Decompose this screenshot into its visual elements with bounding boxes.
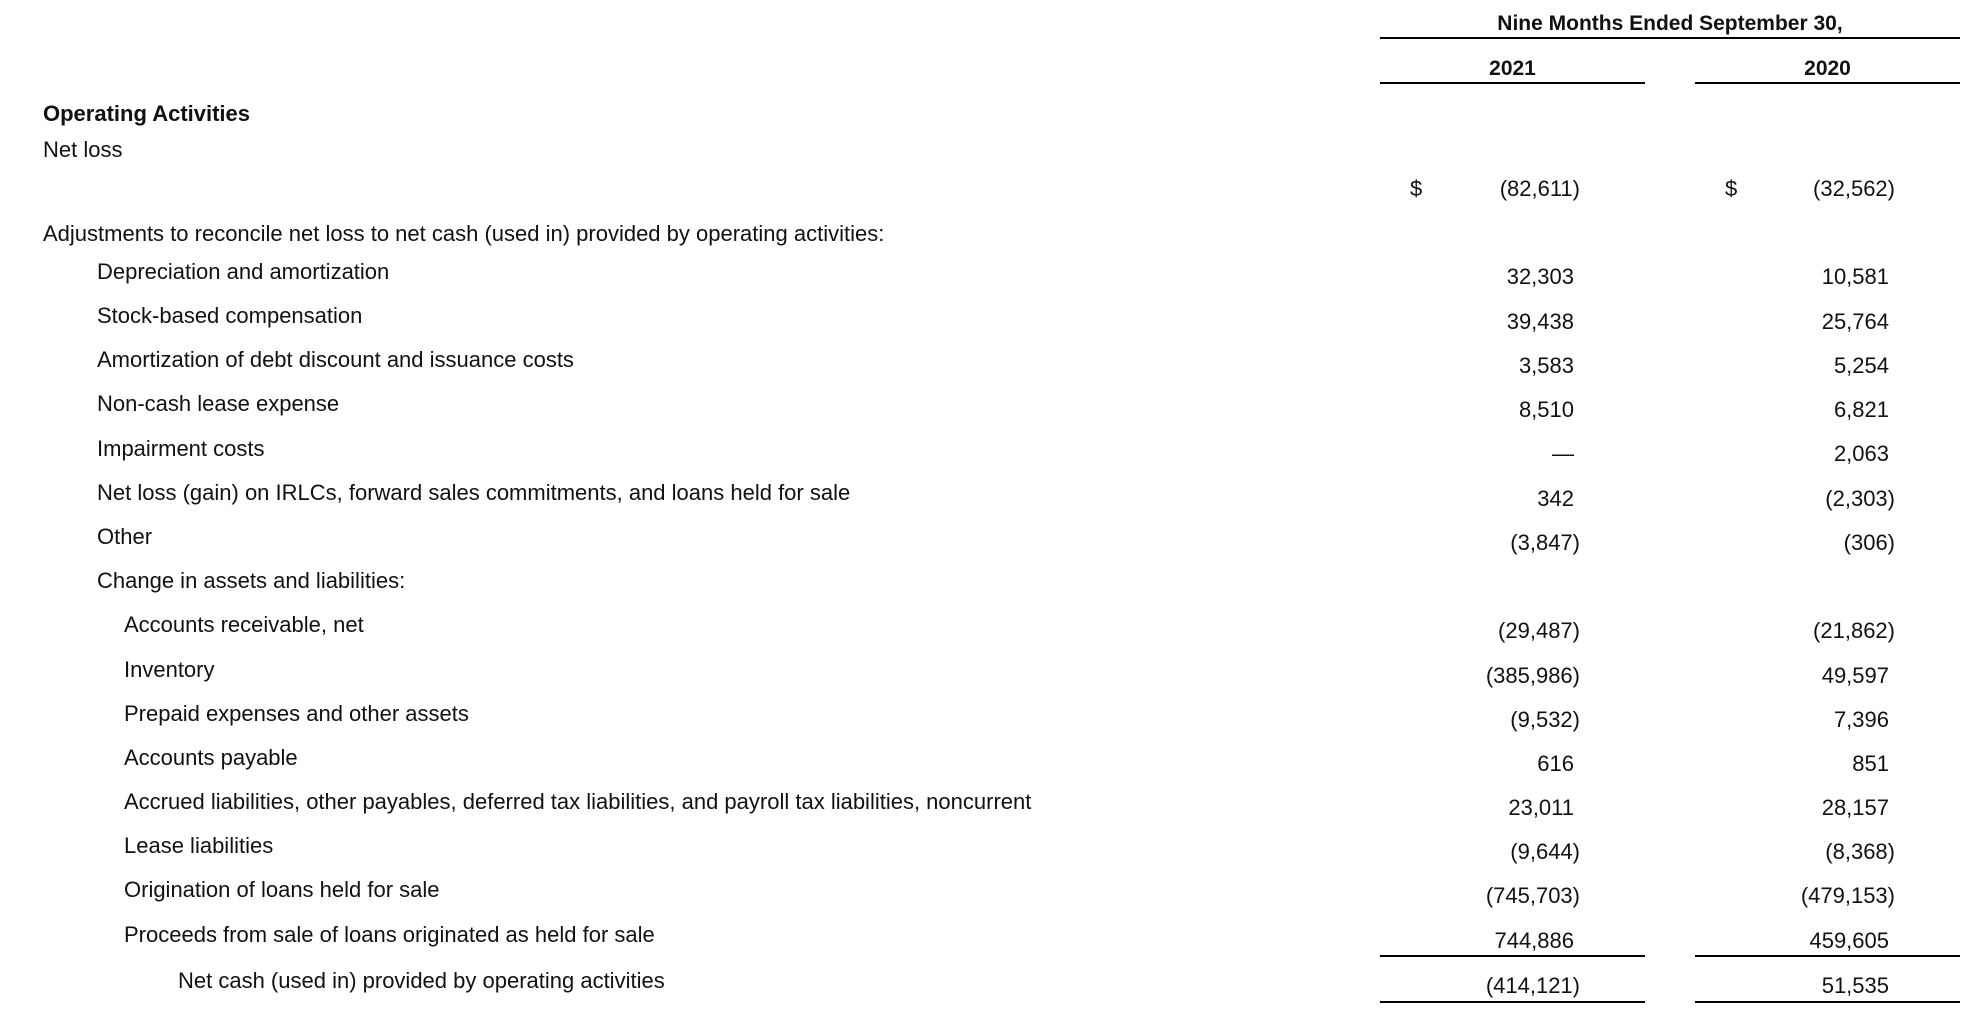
line-item-label: Amortization of debt discount and issuance costs	[97, 347, 574, 372]
value-2020: (2,303)	[1825, 486, 1895, 511]
line-item-label: Non-cash lease expense	[97, 391, 340, 416]
line-item-label: Origination of loans held for sale	[124, 877, 440, 902]
value-2021: 616	[1537, 751, 1574, 776]
line-item-label: Impairment costs	[97, 436, 265, 461]
line-item-label: Stock-based compensation	[97, 303, 363, 328]
total-value-2020: 51,535	[1821, 973, 1889, 998]
value-2021: (9,644)	[1510, 839, 1580, 864]
value-2021: (3,847)	[1510, 530, 1580, 555]
column-header-2021-rule	[1380, 82, 1645, 84]
value-2020: 7,396	[1833, 707, 1889, 732]
value-2020: 459,605	[1809, 928, 1889, 953]
line-item-label: Adjustments to reconcile net loss to net cash (used in) provided by operating activities:	[43, 221, 885, 246]
value-2020: (32,562)	[1813, 176, 1895, 201]
currency-symbol-2020: $	[1725, 176, 1738, 201]
value-2021: (385,986)	[1485, 663, 1580, 688]
total-label: Net cash (used in) provided by operating activities	[178, 968, 665, 993]
section-heading: Operating Activities	[43, 101, 251, 126]
value-2020: (8,368)	[1825, 839, 1895, 864]
value-2021: 8,510	[1518, 397, 1574, 422]
value-2021: (9,532)	[1510, 707, 1580, 732]
line-item-label: Inventory	[124, 657, 215, 682]
line-item-label: Prepaid expenses and other assets	[124, 701, 469, 726]
line-item-label: Accrued liabilities, other payables, deferred tax liabilities, and payroll tax liabilities, noncurrent	[124, 789, 1032, 814]
line-item-label: Proceeds from sale of loans originated as held for sale	[124, 922, 655, 947]
value-2020: 2,063	[1833, 441, 1889, 466]
total-value-2021: (414,121)	[1485, 973, 1580, 998]
value-2020: (306)	[1843, 530, 1895, 555]
value-2020: 25,764	[1821, 309, 1889, 334]
line-item-label: Accounts payable	[124, 745, 298, 770]
line-item-label: Accounts receivable, net	[124, 612, 364, 637]
value-2020: 10,581	[1821, 264, 1889, 289]
line-item-label: Other	[97, 524, 153, 549]
period-header-rule	[1380, 37, 1960, 39]
value-2020: 28,157	[1821, 795, 1889, 820]
subtotal-rule-2020	[1695, 955, 1960, 957]
value-2021: 342	[1537, 486, 1574, 511]
line-item-label: Depreciation and amortization	[97, 259, 390, 284]
value-2020: 5,254	[1833, 353, 1889, 378]
total-rule-2020	[1695, 1001, 1960, 1003]
value-2020: 851	[1852, 751, 1889, 776]
column-header-2020-rule	[1695, 82, 1960, 84]
column-header-2020: 2020	[1804, 57, 1851, 80]
value-2020: (21,862)	[1813, 618, 1895, 643]
value-2021: 744,886	[1494, 928, 1574, 953]
value-2020: 6,821	[1833, 397, 1889, 422]
column-header-2021: 2021	[1489, 57, 1536, 80]
value-2021: 32,303	[1506, 264, 1574, 289]
value-2020: 49,597	[1821, 663, 1889, 688]
line-item-label: Net loss (gain) on IRLCs, forward sales commitments, and loans held for sale	[97, 480, 851, 505]
value-2020: (479,153)	[1800, 883, 1895, 908]
value-2021: 3,583	[1518, 353, 1574, 378]
total-rule-2021	[1380, 1001, 1645, 1003]
value-2021: —	[1552, 441, 1574, 466]
value-2021: (29,487)	[1498, 618, 1580, 643]
line-item-label: Change in assets and liabilities:	[97, 568, 406, 593]
subtotal-rule-2021	[1380, 955, 1645, 957]
value-2021: (82,611)	[1499, 176, 1580, 201]
value-2021: 23,011	[1508, 795, 1574, 820]
currency-symbol-2021: $	[1410, 176, 1423, 201]
line-item-label: Net loss	[43, 137, 123, 162]
value-2021: (745,703)	[1485, 883, 1580, 908]
value-2021: 39,438	[1506, 309, 1574, 334]
line-item-label: Lease liabilities	[124, 833, 274, 858]
period-header: Nine Months Ended September 30,	[1497, 12, 1843, 35]
